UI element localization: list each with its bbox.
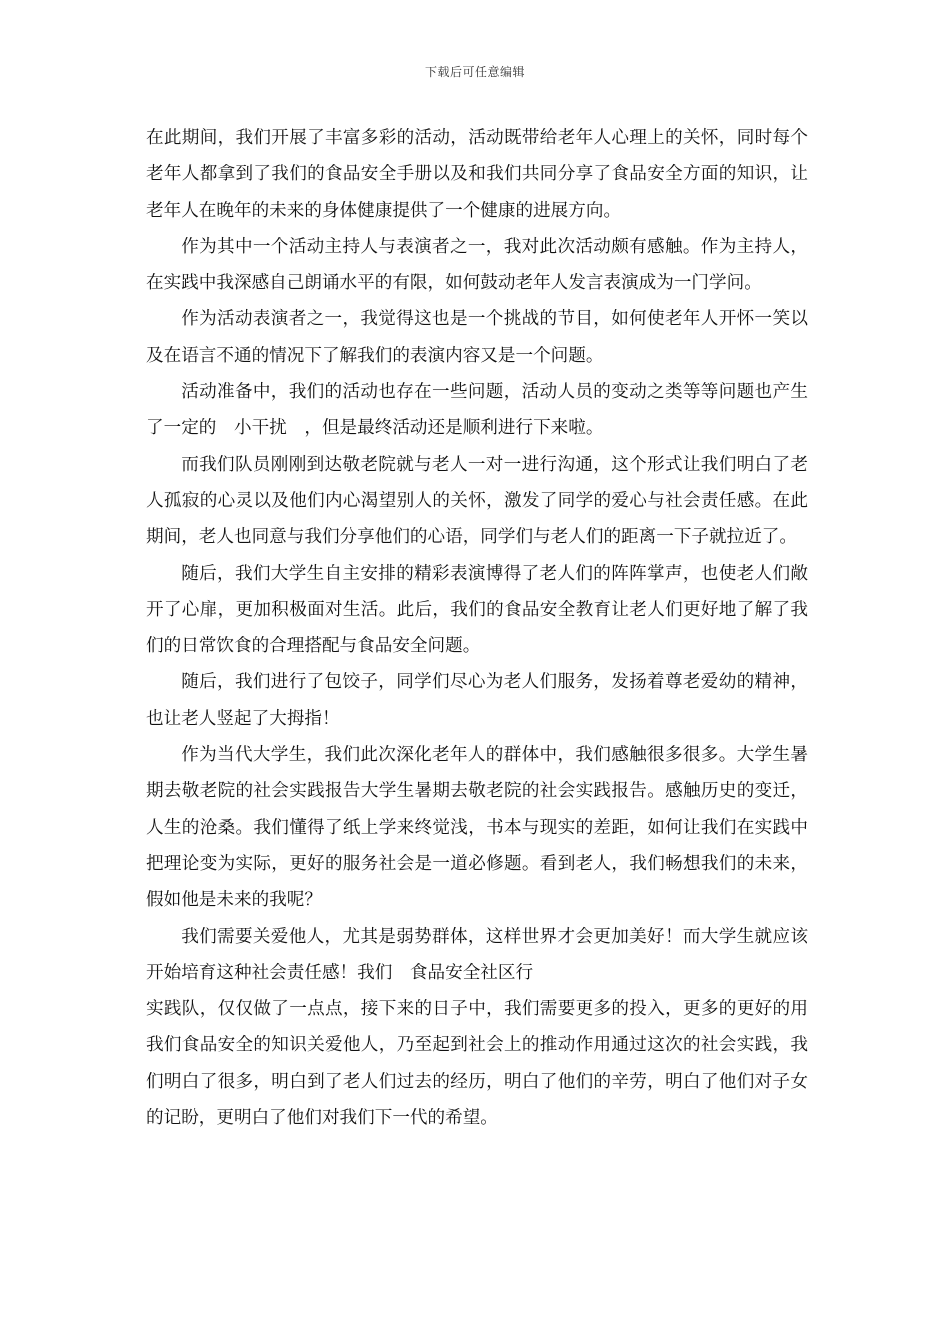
paragraph-1: 在此期间，我们开展了丰富多彩的活动，活动既带给老年人心理上的关怀，同时每个老年人都拿到了我们的食品安全手册以及和我们共同分享了食品安全方面的知识，让老年人在晚年的未来的身体健康提供了一个健康的进展方向。: [146, 128, 808, 221]
document-body: [146, 120, 808, 1136]
paragraph-9: 我们需要关爱他人，尤其是弱势群体，这样世界才会更加美好！而大学生就应该开始培育这种社会责任感！我们 食品安全社区行: [146, 926, 808, 983]
paragraph-7: 随后，我们进行了包饺子，同学们尽心为老人们服务，发扬着尊老爱幼的精神，也让老人竖起了大拇指！: [146, 672, 808, 729]
paragraph-3: 作为活动表演者之一，我觉得这也是一个挑战的节目，如何使老年人开怀一笑以及在语言不通的情况下了解我们的表演内容又是一个问题。: [146, 309, 808, 366]
paragraph-8: 作为当代大学生，我们此次深化老年人的群体中，我们感触很多很多。大学生暑期去敬老院的社会实践报告大学生暑期去敬老院的社会实践报告。感触历史的变迁，人生的沧桑。我们懂得了纸上学来终觉浅，书本与现实的差距，如何让我们在实践中把理论变为实际，更好的服务社会是一道必修题。看到老人，我们畅想我们的未来，假如他是未来的我呢？: [146, 745, 808, 911]
paragraph-10: 实践队，仅仅做了一点点，接下来的日子中，我们需要更多的投入，更多的更好的用我们食品安全的知识关爱他人，乃至起到社会上的推动作用通过这次的社会实践，我们明白了很多，明白到了老人们过去的经历，明白了他们的辛劳，明白了他们对子女的记盼，更明白了他们对我们下一代的希望。: [146, 999, 808, 1129]
page-header: 下载后可任意编辑: [424, 65, 525, 79]
paragraph-6: 随后，我们大学生自主安排的精彩表演博得了老人们的阵阵掌声，也使老人们敞开了心扉，更加积极面对生活。此后，我们的食品安全教育让老人们更好地了解了我们的日常饮食的合理搭配与食品安全问题。: [146, 563, 808, 657]
paragraph-5: 而我们队员刚刚到达敬老院就与老人一对一进行沟通，这个形式让我们明白了老人孤寂的心灵以及他们内心渴望别人的关怀，激发了同学的爱心与社会责任感。在此期间，老人也同意与我们分享他们的心语，同学们与老人们的距离一下子就拉近了。: [146, 454, 808, 548]
paragraph-2: 作为其中一个活动主持人与表演者之一，我对此次活动颇有感触。作为主持人，在实践中我深感自己朗诵水平的有限，如何鼓动老年人发言表演成为一门学问。: [146, 236, 808, 294]
paragraph-4: 活动准备中，我们的活动也存在一些问题，活动人员的变动之类等等问题也产生了一定的 小干扰 ，但是最终活动还是顺利进行下来啦。: [146, 382, 808, 439]
